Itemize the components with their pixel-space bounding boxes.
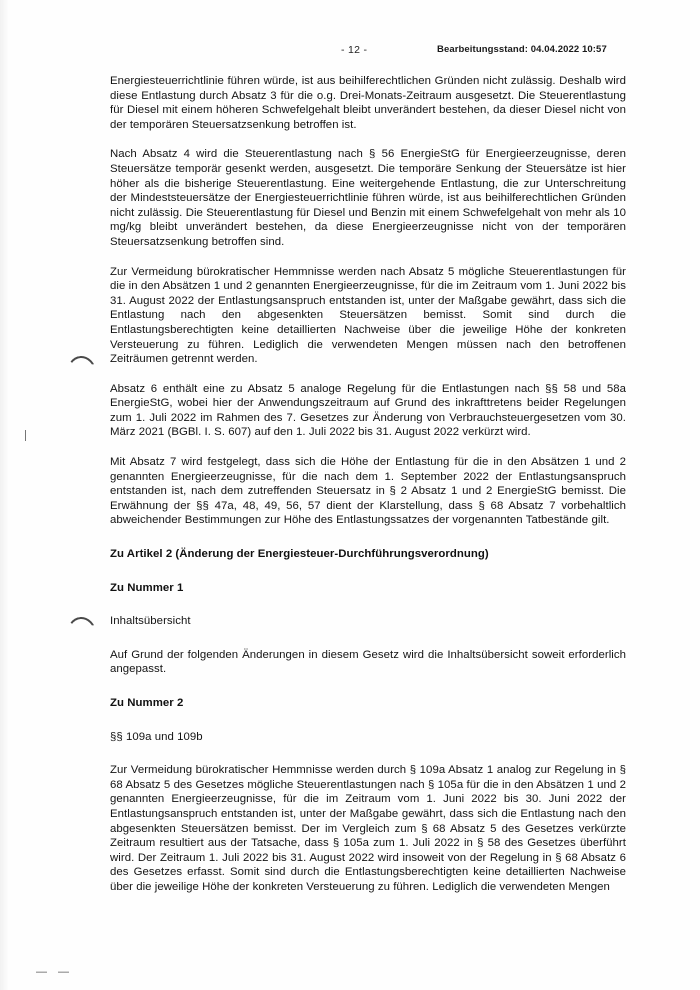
section-heading: Zu Artikel 2 (Änderung der Energiesteuer-Durchführungsverordnung) <box>110 548 489 561</box>
paragraph: Auf Grund der folgenden Änderungen in diesem Gesetz wird die Inhaltsübersicht soweit erforderlich angepasst. <box>110 648 626 676</box>
section-heading: Zu Nummer 1 <box>110 581 184 594</box>
paragraph: Mit Absatz 7 wird festgelegt, dass sich die Höhe der Entlastung für die in den Absätzen 1 und 2 genannten Energieerzeugnisse, für die nach dem 1. September 2022 der Entlastungsanspruch entstanden ist, nach dem zutreffenden Steuersatz in § 2 Absatz 1 und 2 EnergieStG bemisst. Die Erwähnung der §§ 47a, 48, 49, 56, 57 dient der Klarstellung, dass § 68 Absatz 7 vorbehaltlich abweichender Bestimmungen zur Höhe des Entlastungssatzes der vorgenannten Tatbestände gilt. <box>110 456 626 527</box>
scan-artifact-arc-icon <box>65 355 96 375</box>
paragraph: Nach Absatz 4 wird die Steuerentlastung nach § 56 EnergieStG für Energieerzeugnisse, deren Steuersätze temporär gesenkt werden, ausgesetzt. Die temporäre Senkung der Steuersätze ist hier höher als die bisherige Steuerentlastung. Eine weitergehende Entlastung, die zur Unterschreitung der Mindeststeuersätze der Energiesteuerrichtlinie führen würde, ist aus beihilferechtlichen Gründen nicht zulässig. Die Steuerentlastung für Diesel und Benzin mit einem Schwefelgehalt von mehr als 10 mg/kg bleibt unverändert bestehen, da diese Energieerzeugnisse nicht von der temporären Steuersatzsenkung betroffen sind. <box>110 148 626 248</box>
subheading: §§ 109a und 109b <box>110 730 203 743</box>
footer-mark: — — <box>36 966 74 978</box>
page-header <box>0 44 700 60</box>
edit-status-stamp: Bearbeitungsstand: 04.04.2022 10:57 <box>437 44 607 55</box>
paragraph: Energiesteuerrichtlinie führen würde, ist aus beihilferechtlichen Gründen nicht zulässig. Deshalb wird diese Entlastung durch Absatz 3 für die o.g. Drei-Monats-Zeitraum ausgesetzt. Die Steuerentlastung für Diesel mit einem höheren Schwefelgehalt bleibt unverändert bestehen, da dieser Diesel nicht von der temporären Steuersatzsenkung betroffen ist. <box>110 75 626 131</box>
document-body <box>110 74 626 895</box>
page-number: - 12 - <box>341 44 368 56</box>
paragraph: Zur Vermeidung bürokratischer Hemmnisse werden durch § 109a Absatz 1 analog zur Regelung in § 68 Absatz 5 des Gesetzes mögliche Steuerentlastungen nach § 105a für die in den Absätzen 1 und 2 genannten Energieerzeugnisse, für die im Zeitraum vom 1. Juni 2022 bis 30. Juni 2022 der Entlastungsanspruch entstanden ist, unter der Maßgabe gewährt, dass sich die Entlastung nach den abgesenkten Steuersätzen bemisst. Der im Vergleich zum § 68 Absatz 5 des Gesetzes verkürzte Zeitraum resultiert aus der Tatsache, dass § 105a zum 1. Juli 2022 in § 58 des Gesetzes überführt wird. Der Zeitraum 1. Juli 2022 bis 31. August 2022 wird insoweit von der Regelung in § 68 Absatz 6 des Gesetzes erfasst. Somit sind durch die Entlastungsberechtigten keine detaillierten Nachweise über die jeweilige Höhe der konkreten Versteuerung zu führen. Lediglich die verwendeten Mengen <box>110 764 626 893</box>
subheading: Inhaltsübersicht <box>110 615 191 628</box>
scan-edge-shadow <box>0 0 9 990</box>
section-heading: Zu Nummer 2 <box>110 697 184 709</box>
paragraph: Absatz 6 enthält eine zu Absatz 5 analoge Regelung für die Entlastungen nach §§ 58 und 58a EnergieStG, wobei hier der Anwendungszeitraum auf Grund des inkrafttretens beider Regelungen zum 1. Juli 2022 im Rahmen des 7. Gesetzes zur Änderung von Verbrauchsteuergesetzen vom 30. März 2021 (BGBl. I. S. 607) auf den 1. Juli 2022 bis 31. August 2022 verkürzt wird. <box>110 382 626 439</box>
scan-artifact-arc-icon <box>65 616 96 636</box>
scan-artifact-tick-icon <box>25 430 26 441</box>
paragraph: Zur Vermeidung bürokratischer Hemmnisse werden nach Absatz 5 mögliche Steuerentlastungen für die in den Absätzen 1 und 2 genannten Energieerzeugnisse, für die im Zeitraum vom 1. Juni 2022 bis 31. August 2022 der Entlastungsanspruch entstanden ist, unter der Maßgabe gewährt, dass sich die Entlastung nach den abgesenkten Steuersätzen bemisst. Somit sind durch die Entlastungsberechtigten keine detaillierten Nachweise über die jeweilige Höhe der konkreten Versteuerung zu führen. Lediglich die verwendeten Mengen müssen nach den betroffenen Zeiträumen getrennt werden. <box>110 265 626 366</box>
